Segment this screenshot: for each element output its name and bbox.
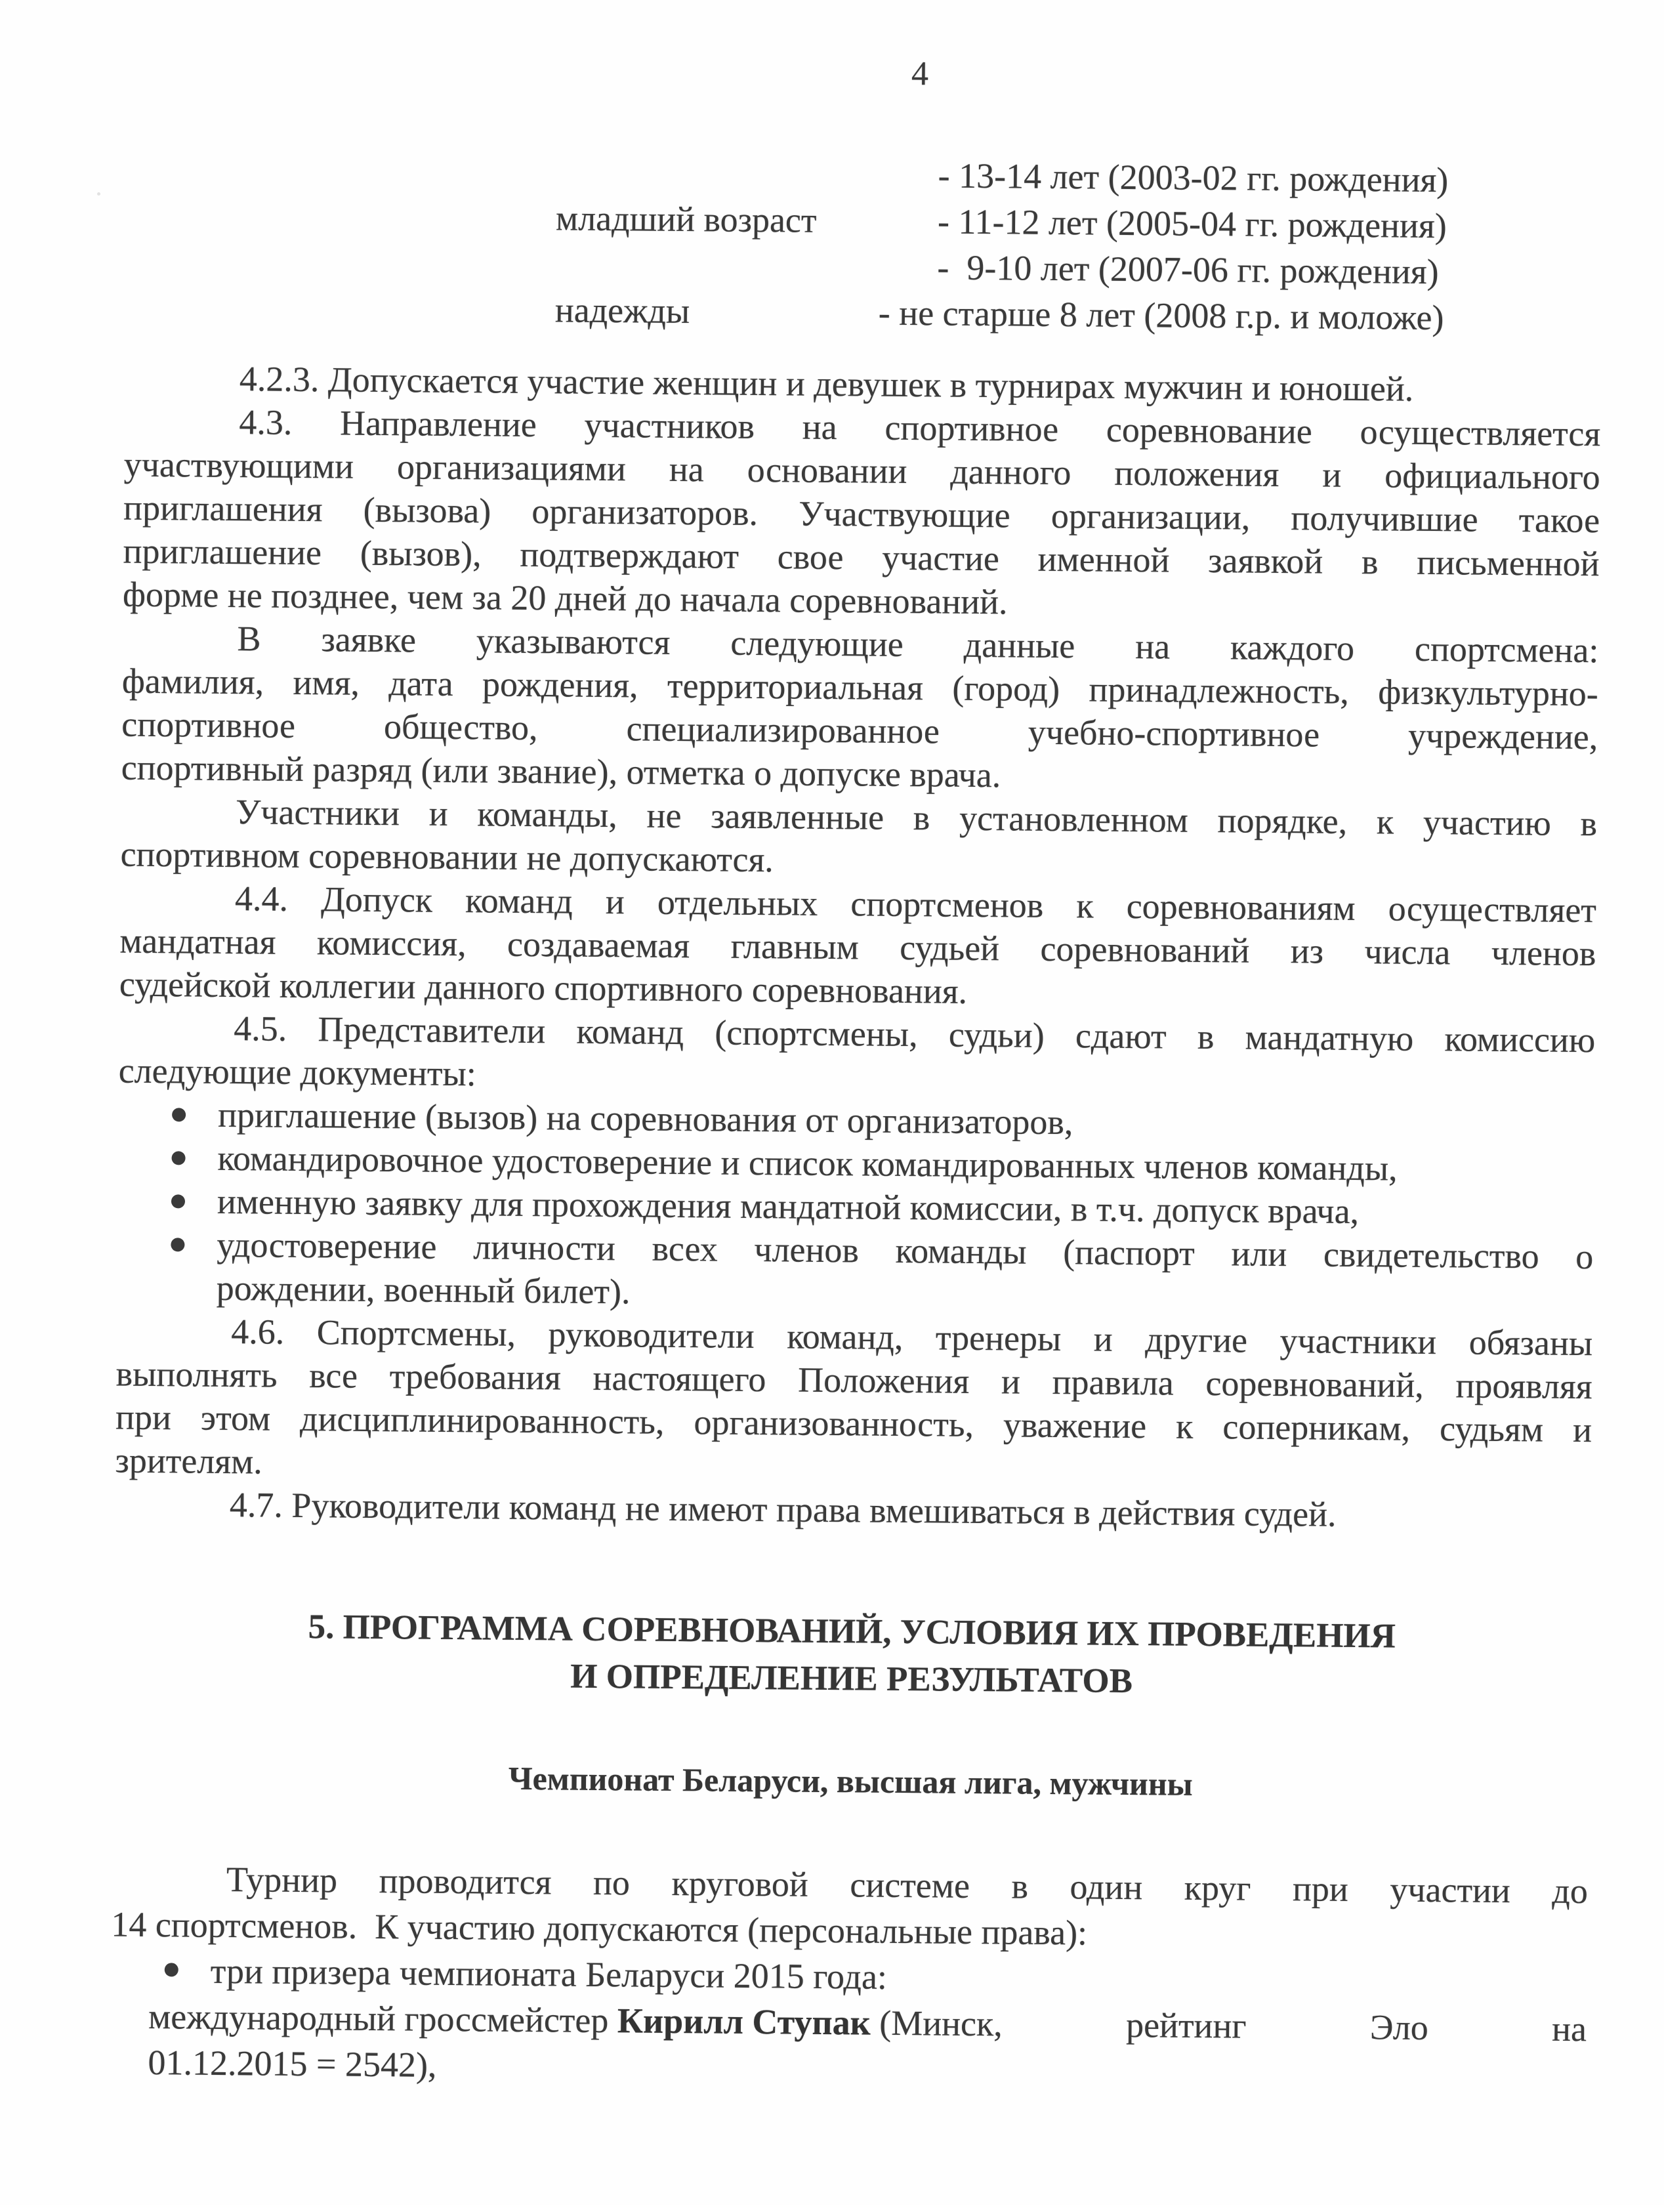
grandmaster-text: международный гроссмейстер Кирилл Ступак (Минск, xyxy=(148,1993,1003,2047)
age-category-value: - 9-10 лет (2007-06 гг. рождения) xyxy=(937,247,1439,292)
paragraph-line: следующие документы: xyxy=(118,1049,1594,1106)
paragraph-line: 4.5. Представители команд (спортсмены, судьи) сдают в мандатную комиссию xyxy=(119,1006,1595,1062)
paragraph-4-3 xyxy=(123,400,1601,629)
list-item-text: удостоверение личности всех членов команды (паспорт или свидетельство о xyxy=(217,1223,1593,1278)
paragraph-line: выполнять все требования настоящего Положения и правила соревнований, проявляя xyxy=(115,1352,1592,1409)
bullet-icon xyxy=(171,1238,184,1251)
paragraph-4-6 xyxy=(115,1309,1592,1495)
body-text-column xyxy=(110,356,1601,2098)
grandmaster-rating-line: 01.12.2015 = 2542), xyxy=(148,2039,1587,2098)
paragraph-line: участвующими организациями на основании данного положения и официального xyxy=(123,443,1600,499)
paragraph-participants xyxy=(120,789,1597,889)
section-5-heading-line-2: И ОПРЕДЕЛЕНИЕ РЕЗУЛЬТАТОВ xyxy=(113,1649,1590,1709)
bullet-icon xyxy=(165,1963,178,1976)
grandmaster-word: рейтинг xyxy=(1126,2002,1247,2049)
paragraph-line: Турнир проводится по круговой системе в один круг при участии до xyxy=(112,1856,1589,1915)
paragraph-line: спортивное общество, специализированное учебно-спортивное учреждение, xyxy=(121,703,1598,759)
paragraph-line: 4.3. Направление участников на спортивное соревнование осуществляется xyxy=(124,400,1600,456)
list-item-text: именную заявку для прохождения мандатной комиссии, в т.ч. допуск врача, xyxy=(217,1180,1594,1235)
championship-section-body xyxy=(110,1856,1588,2098)
age-category-label: младший возраст xyxy=(556,198,817,240)
age-categories-block xyxy=(125,148,1610,345)
document-list-item xyxy=(117,1222,1594,1322)
paragraph-line: спортивный разряд (или звание), отметка о допуске врача. xyxy=(121,746,1597,803)
paragraph-line: судейской коллегии данного спортивного соревнования. xyxy=(119,963,1596,1019)
paragraph-line: В заявке указываются следующие данные на каждого спортсмена: xyxy=(122,616,1598,673)
bullet-icon xyxy=(172,1108,186,1121)
bullet-icon xyxy=(171,1194,185,1208)
paragraph-entry-form xyxy=(121,616,1598,803)
list-item-text: три призера чемпионата Беларуси 2015 года: xyxy=(210,1948,1587,2006)
grandmaster-name: Кирилл Ступак xyxy=(617,2001,871,2042)
section-5-heading-line-1: 5. ПРОГРАММА СОРЕВНОВАНИЙ, УСЛОВИЯ ИХ ПРОВЕДЕНИЯ xyxy=(114,1602,1591,1662)
paragraph-line: 4.6. Спортсмены, руководители команд, тренеры и другие участники обязаны xyxy=(116,1309,1592,1366)
paragraph-line: 4.7. Руководители команд не имеют права вмешиваться в действия судей. xyxy=(115,1482,1591,1539)
paragraph-line: при этом дисциплинированность, организованность, уважение к соперникам, судьям и xyxy=(115,1396,1592,1452)
championship-subheading: Чемпионат Беларуси, высшая лига, мужчины xyxy=(112,1752,1589,1811)
paragraph-line: зрителям. xyxy=(115,1439,1591,1495)
paragraph-4-5 xyxy=(118,1006,1595,1106)
grandmaster-word: Эло xyxy=(1370,2004,1428,2051)
paragraph-line: фамилия, имя, дата рождения, территориальная (город) принадлежность, физкультурно- xyxy=(122,659,1598,716)
paragraph-line: форме не позднее, чем за 20 дней до начала соревнований. xyxy=(123,573,1599,629)
paragraph-line: 14 спортсменов. К участию допускаются (персональные права): xyxy=(111,1902,1588,1961)
page-number: 4 xyxy=(911,54,929,94)
bullet-icon xyxy=(171,1151,185,1165)
paragraph-line: приглашения (вызова) организаторов. Участвующие организации, получившие такое xyxy=(123,486,1600,543)
paragraph-line: 4.2.3. Допускается участие женщин и девушек в турнирах мужчин и юношей. xyxy=(125,356,1601,413)
age-category-value: - не старше 8 лет (2008 г.р. и моложе) xyxy=(879,293,1444,339)
paragraph-4-4 xyxy=(119,876,1597,1019)
grandmaster-word: на xyxy=(1552,2006,1587,2052)
age-category-label: надежды xyxy=(555,289,690,331)
paragraph-line: 4.4. Допуск команд и отдельных спортсменов к соревнованиям осуществляет xyxy=(120,876,1596,932)
age-category-value: - 13-14 лет (2003-02 гг. рождения) xyxy=(938,155,1448,200)
list-item-text: рождении, военный билет). xyxy=(217,1266,1593,1322)
list-item-text: приглашение (вызов) на соревнования от организаторов, xyxy=(218,1093,1594,1148)
section-5-heading xyxy=(113,1602,1590,1709)
paragraph-line: мандатная комиссия, создаваемая главным судьей соревнований из числа членов xyxy=(119,919,1596,976)
paragraph-line: Участники и команды, не заявленные в установленном порядке, к участию в xyxy=(121,789,1597,846)
paragraph-line: спортивном соревновании не допускаются. xyxy=(120,833,1596,889)
list-item-text: командировочное удостоверение и список командированных членов команды, xyxy=(217,1137,1594,1192)
age-category-value: - 11-12 лет (2005-04 гг. рождения) xyxy=(938,201,1447,246)
paragraph-line: приглашение (вызов), подтверждают свое участие именной заявкой в письменной xyxy=(123,530,1599,586)
